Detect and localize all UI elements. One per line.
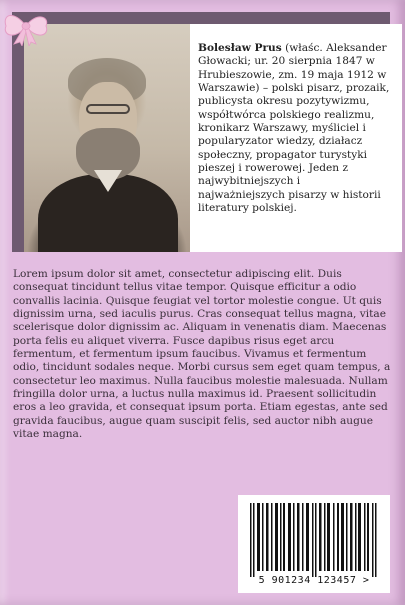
barcode-bars-icon — [248, 503, 380, 577]
author-panel — [12, 12, 390, 252]
blurb-text: Lorem ipsum dolor sit amet, consectetur adipiscing elit. Duis consequat tincidunt tellus vitae tempor. Quisque efficitur a odio convallis lacinia. Quisque feugiat vel tortor molestie congue. Ut quis dignissim urna, sed iaculis purus. Cras consequat tellus magna, vitae scelerisque dolor dignissim ac. Aliquam in venenatis diam. Maecenas porta felis eu aliquet viverra. Fusce dapibus risus eget arcu fermentum, et fermentum ipsum faucibus. Vivamus et fermentum odio, tincidunt sodales neque. Morbi cursus sem eget quam tempus, a consectetur leo maximus. Nulla faucibus molestie malesuada. Nullam fringilla dolor urna, a luctus nulla maximus id. Praesent sollicitudin eros a leo gravida, et consequat ipsum porta. Etiam egestas, ante sed gravida faucibus, augue quam suscipit felis, sed auctor nibh augue vitae magna. — [13, 268, 391, 441]
barcode — [238, 495, 390, 593]
ribbon-bow-icon — [0, 6, 52, 46]
author-portrait — [24, 24, 190, 252]
author-bio-text: (właśc. Aleksander Głowacki; ur. 20 sierpnia 1847 w Hrubieszowie, zm. 19 maja 1912 w Warszawie) – polski pisarz, prozaik, publicysta okresu pozytywizmu, współtwórca polskiego realizmu, kronikarz Warszawy, myśliciel i popularyzator wiedzy, działacz społeczny, propagator turystyki pieszej i rowerowej. Jeden z najwybitniejszych i najważniejszych pisarzy w historii literatury polskiej. — [198, 42, 390, 215]
author-name: Bolesław Prus — [198, 42, 282, 54]
author-bio — [190, 24, 402, 252]
barcode-digits: 5 901234 123457 > — [258, 575, 370, 586]
